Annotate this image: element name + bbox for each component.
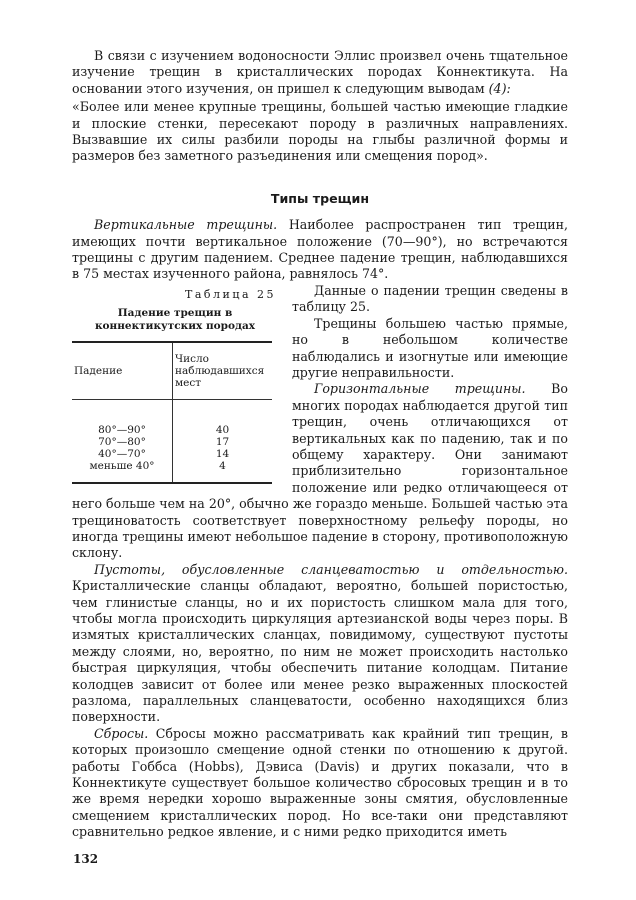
vertical-text: Наиболее распространен тип трещин, имеющих почти вертикальное положение (70—90°), но встречаются трещины с другим падением. Среднее падение трещин, наблюдавшихся в 75 местах изученного района, равнялось 74°. — [72, 217, 568, 282]
count-cell: 40 — [215, 424, 230, 437]
horizontal-title: Горизонтальные трещины. — [314, 381, 526, 397]
column-header-count: Число наблюдавшихся мест — [173, 342, 273, 400]
section-heading: Типы трещин — [270, 190, 370, 206]
table-title: Падение трещин в коннектикутских породах — [94, 307, 256, 333]
column-header-dip: Падение — [72, 342, 173, 400]
vertical-title: Вертикальные трещины. — [94, 217, 278, 233]
vertical-paragraph — [72, 217, 568, 283]
table-caption: Таблица 25 — [185, 287, 276, 301]
walls-paragraph: Трещины большею частью прямые, но в небольшом количестве наблюдались и изогнутые или имеющие другие неправильности. — [292, 315, 568, 380]
intro-reference: (4): — [488, 80, 511, 96]
voids-title: Пустоты, обусловленные сланцеватостью и отдельностью. — [94, 561, 568, 577]
data-paragraph: Данные о падении трещин сведены в таблицу 25. — [292, 282, 568, 315]
ellis-quote: «Более или менее крупные трещины, большей частью имеющие гладкие и плоские стенки, пересекают породу в различных направлениях. Вызвавшие их силы разбили породы на глыбы различной формы и размеров без заметного разъединения или смещения пород». — [72, 99, 568, 164]
dip-cell: 40°—70° — [72, 448, 173, 460]
table-row — [72, 448, 272, 460]
table-row — [72, 400, 272, 437]
dip-cell: меньше 40° — [72, 460, 173, 483]
count-cell: 14 — [215, 448, 230, 461]
count-cell: 4 — [219, 460, 226, 473]
count-cell: 17 — [215, 436, 230, 449]
voids-paragraph — [72, 562, 568, 726]
page-body — [72, 48, 568, 841]
dip-cell: 80°—90° — [72, 400, 173, 437]
table-row — [72, 460, 272, 483]
page-number: 132 — [73, 852, 99, 866]
faults-paragraph — [72, 726, 568, 841]
faults-text: Сбросы можно рассматривать как крайний тип трещин, в которых произошло смещение одной стенки по отношению к другой. работы Гоббса (Hobbs), Дэвиса (Davis) и других показали, что в Коннектикуте существует большое количество сбросовых трещин и в то же время нередки хорошо выраженные зоны смятия, обусловленные смещением кристаллических пород. Но все-таки они представляют сравнительно редкое явление, и с ними редко приходится иметь — [72, 725, 568, 840]
dip-cell: 70°—80° — [72, 436, 173, 448]
table-25 — [72, 287, 278, 484]
faults-title: Сбросы. — [94, 725, 149, 741]
intro-text: В связи с изучением водоносности Эллис произвел очень тщательное изучение трещин в кристаллических породах Коннектикута. На основании этого изучения, он пришел к следующим выводам — [72, 48, 568, 96]
horizontal-text: Во многих породах наблюдается другой тип трещин, очень отличающихся от вертикальных как по падению, так и по общему характеру. Они занимают приблизительно горизонтальное положение или редко отличающееся от него больше чем на 20°, обычно же гораздо меньше. Большей частью эта трещиноватость соответствует поверхностному рельефу породы, но иногда трещины имеют небольшое падение в сторону, противоположную склону. — [72, 381, 568, 561]
dip-table — [72, 341, 272, 484]
table-row — [72, 436, 272, 448]
intro-paragraph — [72, 48, 568, 97]
voids-text: Кристаллические сланцы обладают, вероятно, большей пористостью, чем глинистые сланцы, но и их пористость слишком мала для того, чтобы могла происходить циркуляция артезианской воды через поры. В измятых кристаллических сланцах, повидимому, существуют пустоты между слоями, но, вероятно, по ним не может происходить настолько быстрая циркуляция, чтобы обеспечить питание колодцам. Питание колодцев зависит от более или менее резко выраженных плоскостей разлома, параллельных сланцеватости, особенно находящихся близ поверхности. — [72, 578, 568, 725]
